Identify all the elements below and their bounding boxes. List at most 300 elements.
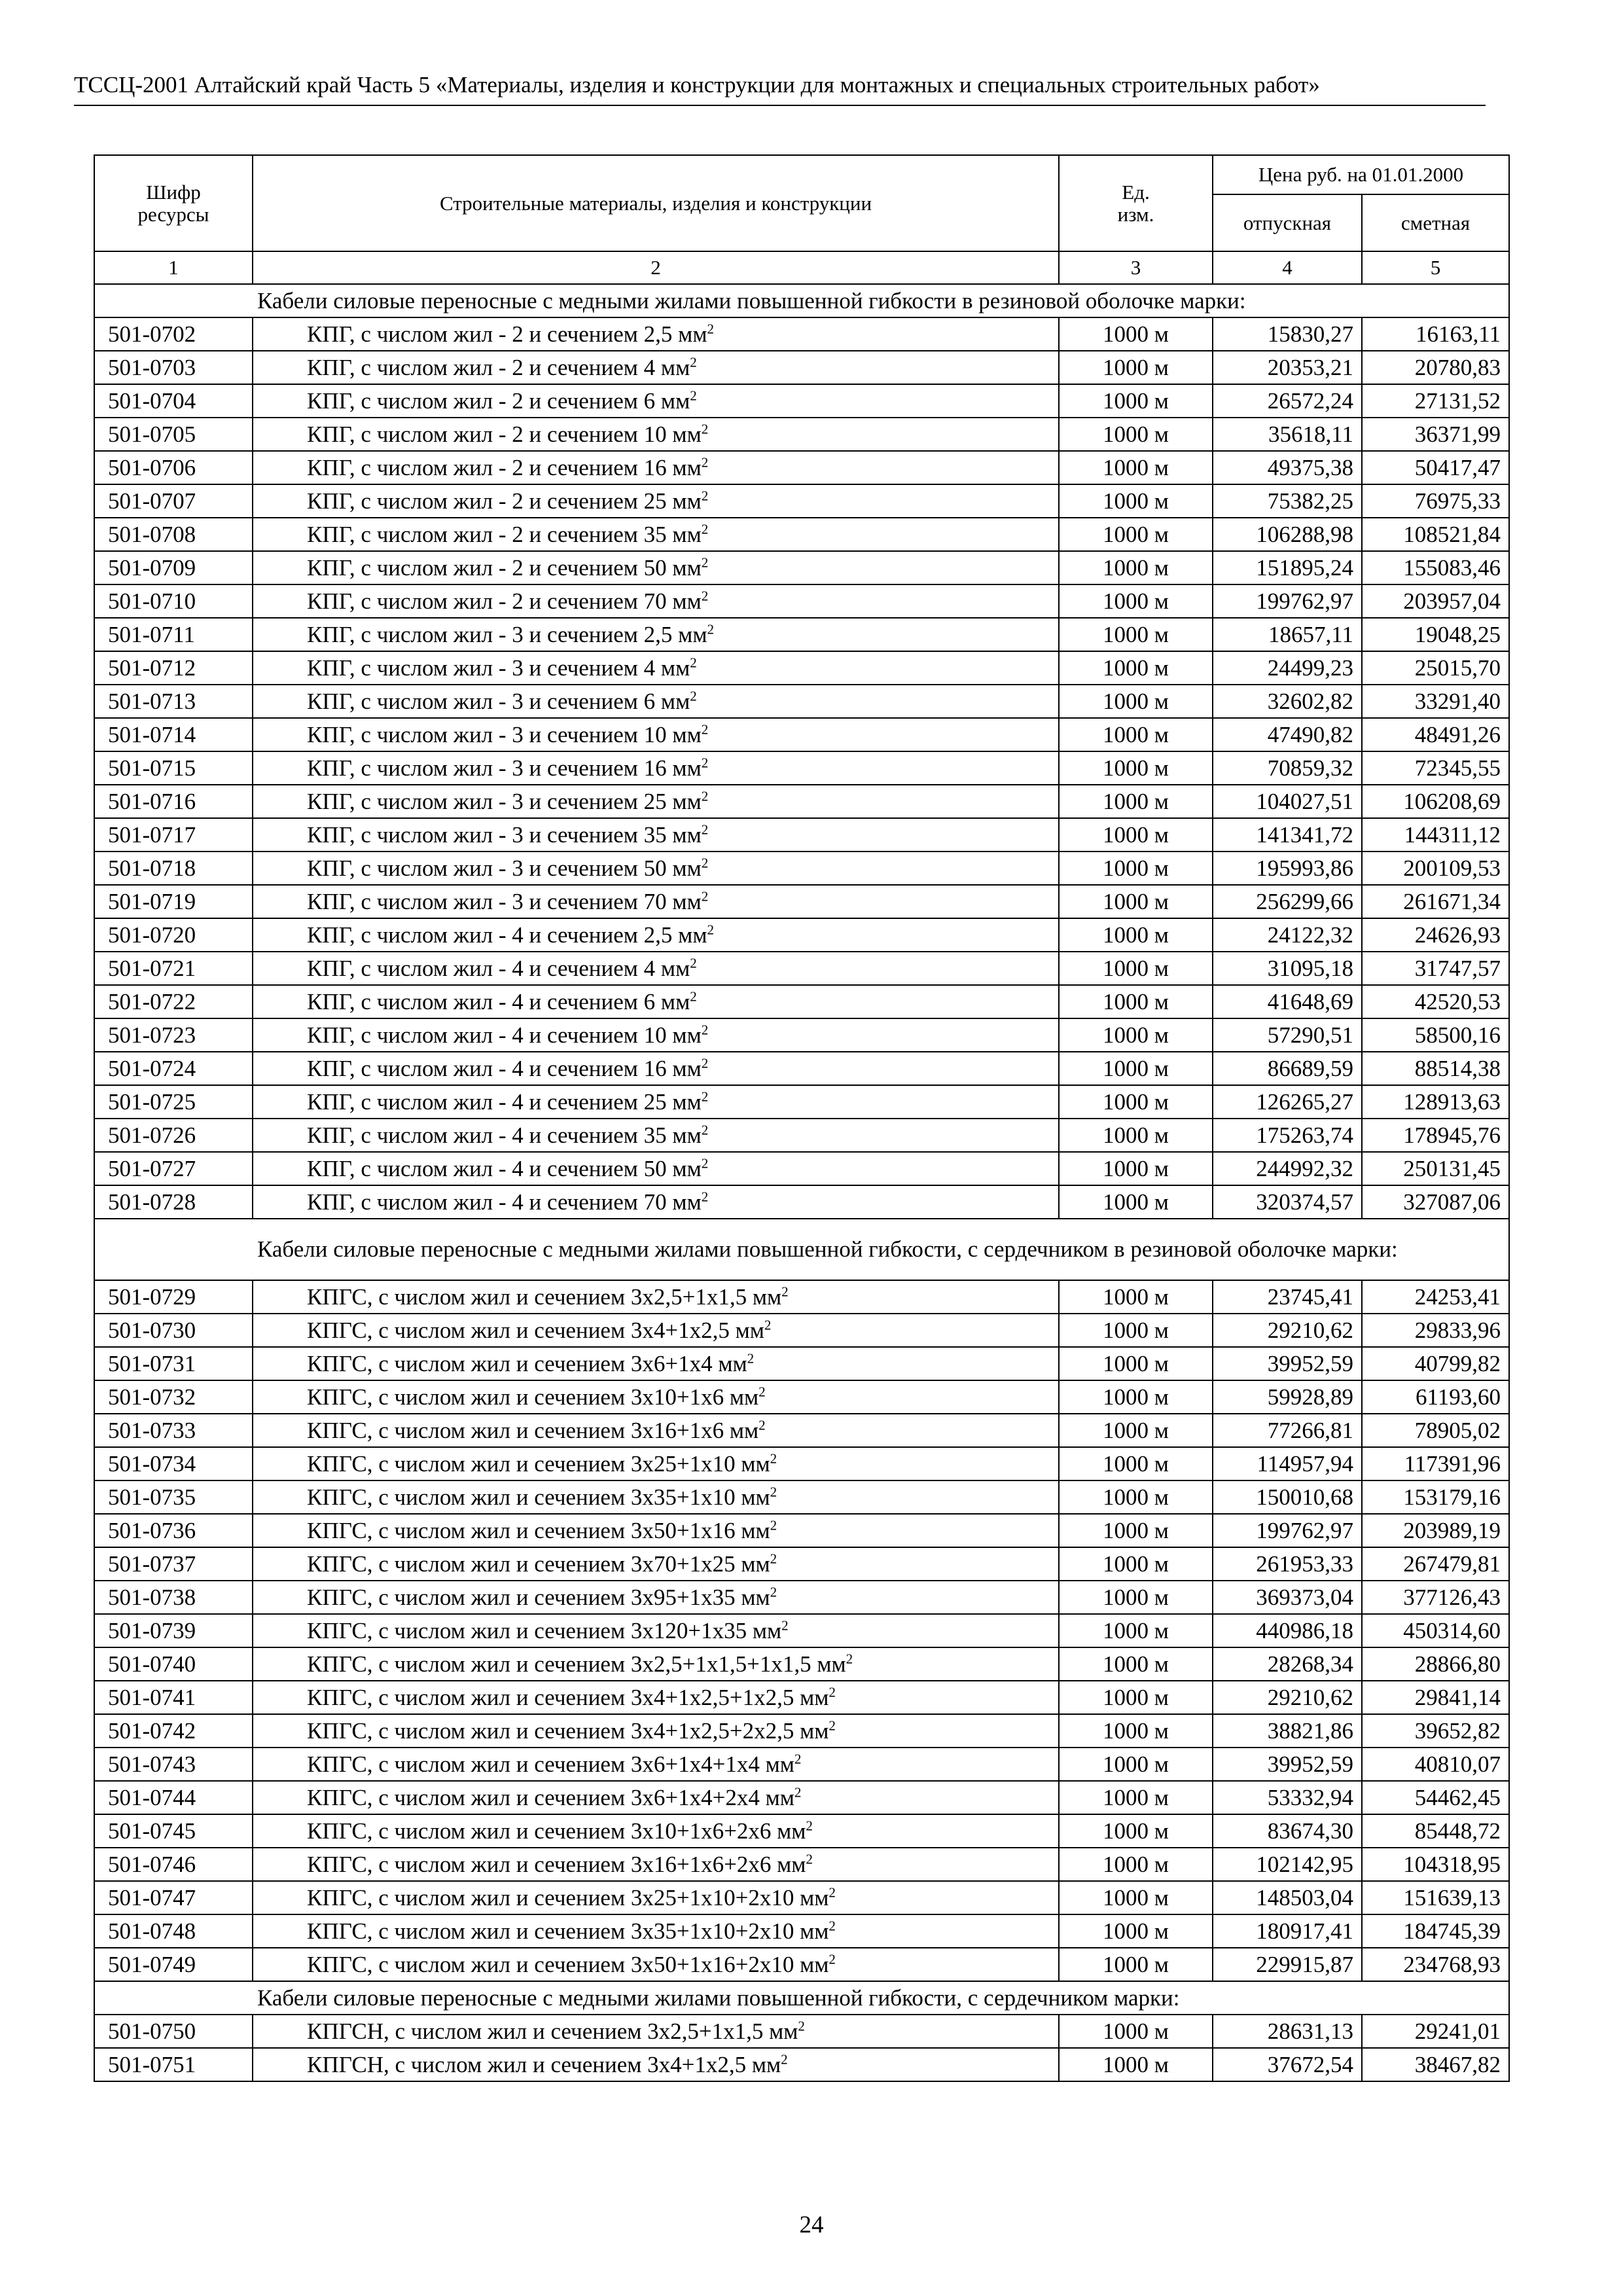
price-release: 195993,86 [1213, 852, 1362, 885]
material-name [253, 1119, 1059, 1152]
price-release: 150010,68 [1213, 1480, 1362, 1514]
price-release: 28268,34 [1213, 1647, 1362, 1681]
material-name [253, 1185, 1059, 1219]
header-unit-text: Ед. изм. [1117, 180, 1154, 226]
price-estimate: 54462,45 [1362, 1781, 1509, 1814]
material-name-text: КПГ, с числом жил - 4 и сечением 25 мм [307, 1088, 702, 1115]
unit-cell: 1000 м [1059, 518, 1213, 551]
unit-cell: 1000 м [1059, 1781, 1213, 1814]
unit-cell: 1000 м [1059, 351, 1213, 384]
resource-code: 501-0729 [94, 1280, 253, 1314]
price-estimate: 450314,60 [1362, 1614, 1509, 1647]
unit-cell: 1000 м [1059, 1914, 1213, 1948]
price-release: 39952,59 [1213, 1347, 1362, 1380]
resource-code: 501-0711 [94, 618, 253, 651]
material-name-text: КПГС, с числом жил и сечением 3х35+1х10+2х10 мм [307, 1918, 829, 1944]
material-name-text: КПГ, с числом жил - 3 и сечением 25 мм [307, 788, 702, 814]
material-name-text: КПГС, с числом жил и сечением 3х25+1х10+2х10 мм [307, 1884, 829, 1910]
table-row [94, 1185, 1509, 1219]
price-release: 18657,11 [1213, 618, 1362, 651]
price-estimate: 50417,47 [1362, 451, 1509, 484]
page-header: ТССЦ-2001 Алтайский край Часть 5 «Материалы, изделия и конструкции для монтажных и специальных строительных работ» [74, 72, 1320, 98]
price-release: 320374,57 [1213, 1185, 1362, 1219]
resource-code: 501-0738 [94, 1581, 253, 1614]
unit-superscript: 2 [707, 921, 714, 937]
unit-superscript: 2 [701, 1155, 709, 1171]
unit-superscript: 2 [707, 320, 714, 336]
material-name [253, 351, 1059, 384]
material-name [253, 1052, 1059, 1085]
price-release: 15830,27 [1213, 317, 1362, 351]
unit-cell: 1000 м [1059, 484, 1213, 518]
unit-superscript: 2 [781, 1283, 789, 1299]
resource-code: 501-0728 [94, 1185, 253, 1219]
price-release: 20353,21 [1213, 351, 1362, 384]
table-row [94, 551, 1509, 584]
table-row [94, 685, 1509, 718]
column-number: 4 [1213, 251, 1362, 284]
table-row [94, 1748, 1509, 1781]
unit-cell: 1000 м [1059, 1514, 1213, 1547]
price-estimate: 108521,84 [1362, 518, 1509, 551]
material-name [253, 818, 1059, 852]
section-row [94, 1981, 1509, 2015]
price-release: 31095,18 [1213, 952, 1362, 985]
material-name [253, 1414, 1059, 1447]
price-table-body [94, 284, 1509, 2081]
price-estimate: 104318,95 [1362, 1848, 1509, 1881]
price-estimate: 85448,72 [1362, 1814, 1509, 1848]
resource-code: 501-0705 [94, 418, 253, 451]
unit-superscript: 2 [770, 1516, 777, 1533]
price-estimate: 24253,41 [1362, 1280, 1509, 1314]
material-name-text: КПГС, с числом жил и сечением 3х4+1х2,5 мм [307, 1317, 764, 1343]
material-name [253, 918, 1059, 952]
material-name-text: КПГ, с числом жил - 2 и сечением 6 мм [307, 387, 690, 414]
unit-cell: 1000 м [1059, 1347, 1213, 1380]
material-name [253, 1581, 1059, 1614]
table-row [94, 384, 1509, 418]
unit-superscript: 2 [690, 687, 697, 704]
resource-code: 501-0714 [94, 718, 253, 751]
material-name-text: КПГ, с числом жил - 4 и сечением 10 мм [307, 1022, 702, 1048]
resource-code: 501-0716 [94, 785, 253, 818]
unit-superscript: 2 [758, 1416, 766, 1433]
table-row [94, 1614, 1509, 1647]
unit-cell: 1000 м [1059, 618, 1213, 651]
section-title: Кабели силовые переносные с медными жилами повышенной гибкости, с сердечником в резиновой оболочке марки: [94, 1219, 1509, 1280]
material-name-text: КПГС, с числом жил и сечением 3х4+1х2,5+1х2,5 мм [307, 1684, 829, 1710]
resource-code: 501-0702 [94, 317, 253, 351]
price-estimate: 61193,60 [1362, 1380, 1509, 1414]
unit-superscript: 2 [690, 988, 697, 1004]
table-row [94, 484, 1509, 518]
unit-cell: 1000 м [1059, 1414, 1213, 1447]
material-name [253, 1681, 1059, 1714]
price-release: 141341,72 [1213, 818, 1362, 852]
price-release: 70859,32 [1213, 751, 1362, 785]
material-name [253, 618, 1059, 651]
table-row [94, 1914, 1509, 1948]
price-release: 59928,89 [1213, 1380, 1362, 1414]
material-name [253, 1614, 1059, 1647]
price-estimate: 234768,93 [1362, 1948, 1509, 1981]
unit-superscript: 2 [829, 1683, 836, 1700]
resource-code: 501-0749 [94, 1948, 253, 1981]
material-name-text: КПГ, с числом жил - 2 и сечением 50 мм [307, 554, 702, 581]
material-name-text: КПГС, с числом жил и сечением 3х4+1х2,5+2х2,5 мм [307, 1717, 829, 1744]
price-estimate: 153179,16 [1362, 1480, 1509, 1514]
unit-superscript: 2 [701, 587, 709, 603]
table-row [94, 418, 1509, 451]
unit-cell: 1000 м [1059, 1647, 1213, 1681]
unit-cell: 1000 м [1059, 1681, 1213, 1714]
resource-code: 501-0706 [94, 451, 253, 484]
unit-cell: 1000 м [1059, 751, 1213, 785]
resource-code: 501-0722 [94, 985, 253, 1018]
unit-superscript: 2 [701, 1054, 709, 1071]
material-name [253, 1152, 1059, 1185]
resource-code: 501-0713 [94, 685, 253, 718]
unit-superscript: 2 [781, 1617, 789, 1633]
price-release: 53332,94 [1213, 1781, 1362, 1814]
price-estimate: 203957,04 [1362, 584, 1509, 618]
header-code-text: Шифр ресурсы [137, 180, 209, 226]
table-row [94, 1052, 1509, 1085]
resource-code: 501-0745 [94, 1814, 253, 1848]
price-estimate: 28866,80 [1362, 1647, 1509, 1681]
price-release: 24122,32 [1213, 918, 1362, 952]
section-row [94, 284, 1509, 317]
table-row [94, 1119, 1509, 1152]
resource-code: 501-0708 [94, 518, 253, 551]
unit-cell: 1000 м [1059, 1152, 1213, 1185]
unit-cell: 1000 м [1059, 1185, 1213, 1219]
header-materials: Строительные материалы, изделия и конструкции [253, 155, 1059, 251]
material-name-text: КПГСН, с числом жил и сечением 3х2,5+1х1,5 мм [307, 2018, 798, 2044]
material-name [253, 2015, 1059, 2048]
unit-superscript: 2 [701, 1088, 709, 1104]
table-row [94, 1380, 1509, 1414]
resource-code: 501-0730 [94, 1314, 253, 1347]
material-name [253, 384, 1059, 418]
material-name [253, 1380, 1059, 1414]
material-name [253, 1085, 1059, 1119]
price-estimate: 261671,34 [1362, 885, 1509, 918]
unit-superscript: 2 [794, 1784, 802, 1800]
material-name [253, 1547, 1059, 1581]
unit-superscript: 2 [701, 754, 709, 770]
material-name [253, 952, 1059, 985]
material-name-text: КПГ, с числом жил - 2 и сечением 25 мм [307, 488, 702, 514]
price-estimate: 78905,02 [1362, 1414, 1509, 1447]
price-estimate: 151639,13 [1362, 1881, 1509, 1914]
material-name-text: КПГС, с числом жил и сечением 3х6+1х4+1х4 мм [307, 1751, 794, 1777]
price-release: 24499,23 [1213, 651, 1362, 685]
resource-code: 501-0742 [94, 1714, 253, 1748]
price-estimate: 72345,55 [1362, 751, 1509, 785]
price-estimate: 267479,81 [1362, 1547, 1509, 1581]
price-release: 126265,27 [1213, 1085, 1362, 1119]
price-estimate: 36371,99 [1362, 418, 1509, 451]
material-name [253, 885, 1059, 918]
unit-cell: 1000 м [1059, 952, 1213, 985]
price-estimate: 200109,53 [1362, 852, 1509, 885]
resource-code: 501-0721 [94, 952, 253, 985]
material-name-text: КПГС, с числом жил и сечением 3х35+1х10 мм [307, 1484, 770, 1510]
price-estimate: 48491,26 [1362, 718, 1509, 751]
price-estimate: 106208,69 [1362, 785, 1509, 818]
resource-code: 501-0737 [94, 1547, 253, 1581]
material-name [253, 718, 1059, 751]
material-name [253, 1948, 1059, 1981]
price-release: 77266,81 [1213, 1414, 1362, 1447]
price-release: 244992,32 [1213, 1152, 1362, 1185]
resource-code: 501-0743 [94, 1748, 253, 1781]
price-release: 83674,30 [1213, 1814, 1362, 1848]
material-name [253, 1914, 1059, 1948]
table-row [94, 1714, 1509, 1748]
unit-cell: 1000 м [1059, 852, 1213, 885]
price-estimate: 39652,82 [1362, 1714, 1509, 1748]
price-estimate: 327087,06 [1362, 1185, 1509, 1219]
price-release: 23745,41 [1213, 1280, 1362, 1314]
header-price-group: Цена руб. на 01.01.2000 [1213, 155, 1509, 194]
price-estimate: 88514,38 [1362, 1052, 1509, 1085]
material-name-text: КПГ, с числом жил - 2 и сечением 2,5 мм [307, 321, 707, 347]
unit-superscript: 2 [770, 1583, 777, 1600]
unit-cell: 1000 м [1059, 1547, 1213, 1581]
price-release: 41648,69 [1213, 985, 1362, 1018]
unit-superscript: 2 [829, 1950, 836, 1967]
table-row [94, 885, 1509, 918]
material-name-text: КПГ, с числом жил - 3 и сечением 70 мм [307, 888, 702, 914]
table-row [94, 2048, 1509, 2081]
page-number: 24 [799, 2212, 824, 2238]
table-row [94, 618, 1509, 651]
table-row [94, 2015, 1509, 2048]
price-estimate: 42520,53 [1362, 985, 1509, 1018]
unit-cell: 1000 м [1059, 1085, 1213, 1119]
unit-cell: 1000 м [1059, 1314, 1213, 1347]
material-name-text: КПГ, с числом жил - 3 и сечением 4 мм [307, 655, 690, 681]
unit-cell: 1000 м [1059, 418, 1213, 451]
resource-code: 501-0744 [94, 1781, 253, 1814]
price-table [94, 154, 1510, 2082]
table-row [94, 351, 1509, 384]
material-name-text: КПГ, с числом жил - 4 и сечением 4 мм [307, 955, 690, 981]
material-name-text: КПГС, с числом жил и сечением 3х10+1х6 мм [307, 1384, 759, 1410]
unit-cell: 1000 м [1059, 1480, 1213, 1514]
price-estimate: 184745,39 [1362, 1914, 1509, 1948]
material-name-text: КПГ, с числом жил - 2 и сечением 10 мм [307, 421, 702, 447]
resource-code: 501-0750 [94, 2015, 253, 2048]
material-name [253, 1748, 1059, 1781]
material-name [253, 1018, 1059, 1052]
price-estimate: 250131,45 [1362, 1152, 1509, 1185]
unit-cell: 1000 м [1059, 1052, 1213, 1085]
price-estimate: 128913,63 [1362, 1085, 1509, 1119]
material-name [253, 484, 1059, 518]
resource-code: 501-0739 [94, 1614, 253, 1647]
resource-code: 501-0734 [94, 1447, 253, 1480]
unit-superscript: 2 [806, 1817, 813, 1833]
table-row [94, 1018, 1509, 1052]
header-price-release: отпускная [1213, 194, 1362, 251]
unit-cell: 1000 м [1059, 2015, 1213, 2048]
table-row [94, 1881, 1509, 1914]
material-name-text: КПГ, с числом жил - 4 и сечением 70 мм [307, 1189, 702, 1215]
material-name [253, 1447, 1059, 1480]
price-release: 440986,18 [1213, 1614, 1362, 1647]
resource-code: 501-0720 [94, 918, 253, 952]
price-estimate: 19048,25 [1362, 618, 1509, 651]
table-row [94, 1681, 1509, 1714]
column-number: 1 [94, 251, 253, 284]
unit-superscript: 2 [690, 353, 697, 370]
resource-code: 501-0725 [94, 1085, 253, 1119]
material-name [253, 1781, 1059, 1814]
price-estimate: 58500,16 [1362, 1018, 1509, 1052]
material-name [253, 2048, 1059, 2081]
price-estimate: 27131,52 [1362, 384, 1509, 418]
unit-cell: 1000 м [1059, 2048, 1213, 2081]
material-name-text: КПГС, с числом жил и сечением 3х25+1х10 мм [307, 1450, 770, 1477]
table-row [94, 1347, 1509, 1380]
material-name-text: КПГ, с числом жил - 4 и сечением 16 мм [307, 1055, 702, 1081]
unit-superscript: 2 [690, 387, 697, 403]
unit-cell: 1000 м [1059, 1280, 1213, 1314]
resource-code: 501-0746 [94, 1848, 253, 1881]
material-name-text: КПГСН, с числом жил и сечением 3х4+1х2,5 мм [307, 2051, 781, 2077]
material-name [253, 852, 1059, 885]
resource-code: 501-0715 [94, 751, 253, 785]
price-release: 37672,54 [1213, 2048, 1362, 2081]
price-release: 102142,95 [1213, 1848, 1362, 1881]
unit-cell: 1000 м [1059, 1581, 1213, 1614]
material-name-text: КПГС, с числом жил и сечением 3х120+1х35 мм [307, 1617, 782, 1643]
price-release: 369373,04 [1213, 1581, 1362, 1614]
table-row [94, 918, 1509, 952]
table-row [94, 1948, 1509, 1981]
resource-code: 501-0727 [94, 1152, 253, 1185]
unit-superscript: 2 [701, 420, 709, 437]
price-release: 75382,25 [1213, 484, 1362, 518]
price-release: 38821,86 [1213, 1714, 1362, 1748]
unit-superscript: 2 [846, 1650, 853, 1666]
material-name-text: КПГ, с числом жил - 2 и сечением 70 мм [307, 588, 702, 614]
resource-code: 501-0748 [94, 1914, 253, 1948]
unit-superscript: 2 [829, 1717, 836, 1733]
price-estimate: 178945,76 [1362, 1119, 1509, 1152]
unit-superscript: 2 [701, 1188, 709, 1204]
resource-code: 501-0741 [94, 1681, 253, 1714]
price-release: 26572,24 [1213, 384, 1362, 418]
material-name [253, 518, 1059, 551]
section-row [94, 1219, 1509, 1280]
price-estimate: 40810,07 [1362, 1748, 1509, 1781]
price-estimate: 33291,40 [1362, 685, 1509, 718]
column-number: 5 [1362, 251, 1509, 284]
unit-cell: 1000 м [1059, 718, 1213, 751]
price-estimate: 40799,82 [1362, 1347, 1509, 1380]
resource-code: 501-0726 [94, 1119, 253, 1152]
price-release: 175263,74 [1213, 1119, 1362, 1152]
unit-superscript: 2 [701, 520, 709, 537]
material-name-text: КПГС, с числом жил и сечением 3х10+1х6+2х6 мм [307, 1818, 806, 1844]
resource-code: 501-0717 [94, 818, 253, 852]
unit-cell: 1000 м [1059, 1714, 1213, 1748]
table-row [94, 952, 1509, 985]
unit-superscript: 2 [707, 620, 714, 637]
table-row [94, 1152, 1509, 1185]
material-name-text: КПГС, с числом жил и сечением 3х95+1х35 мм [307, 1584, 770, 1610]
price-estimate: 20780,83 [1362, 351, 1509, 384]
price-release: 106288,98 [1213, 518, 1362, 551]
table-row [94, 1280, 1509, 1314]
unit-superscript: 2 [701, 554, 709, 570]
table-row [94, 818, 1509, 852]
material-name-text: КПГС, с числом жил и сечением 3х70+1х25 мм [307, 1551, 770, 1577]
material-name [253, 317, 1059, 351]
unit-superscript: 2 [701, 821, 709, 837]
header-rule [74, 105, 1486, 106]
resource-code: 501-0704 [94, 384, 253, 418]
column-number: 3 [1059, 251, 1213, 284]
resource-code: 501-0740 [94, 1647, 253, 1681]
unit-cell: 1000 м [1059, 317, 1213, 351]
price-estimate: 29841,14 [1362, 1681, 1509, 1714]
material-name [253, 418, 1059, 451]
unit-superscript: 2 [829, 1917, 836, 1933]
table-row [94, 718, 1509, 751]
resource-code: 501-0747 [94, 1881, 253, 1914]
material-name-text: КПГС, с числом жил и сечением 3х6+1х4+2х4 мм [307, 1784, 794, 1810]
material-name-text: КПГ, с числом жил - 3 и сечением 10 мм [307, 721, 702, 747]
material-name [253, 985, 1059, 1018]
table-row [94, 1514, 1509, 1547]
table-row [94, 1085, 1509, 1119]
resource-code: 501-0735 [94, 1480, 253, 1514]
table-row [94, 785, 1509, 818]
resource-code: 501-0751 [94, 2048, 253, 2081]
price-estimate: 16163,11 [1362, 317, 1509, 351]
table-row [94, 751, 1509, 785]
price-estimate: 203989,19 [1362, 1514, 1509, 1547]
unit-cell: 1000 м [1059, 1380, 1213, 1414]
unit-superscript: 2 [701, 854, 709, 870]
price-estimate: 29833,96 [1362, 1314, 1509, 1347]
material-name-text: КПГ, с числом жил - 4 и сечением 50 мм [307, 1155, 702, 1181]
price-estimate: 377126,43 [1362, 1581, 1509, 1614]
material-name-text: КПГС, с числом жил и сечением 3х2,5+1х1,5+1х1,5 мм [307, 1651, 846, 1677]
price-estimate: 155083,46 [1362, 551, 1509, 584]
material-name [253, 1314, 1059, 1347]
unit-cell: 1000 м [1059, 1881, 1213, 1914]
price-release: 86689,59 [1213, 1052, 1362, 1085]
price-estimate: 117391,96 [1362, 1447, 1509, 1480]
resource-code: 501-0709 [94, 551, 253, 584]
material-name [253, 685, 1059, 718]
material-name [253, 1514, 1059, 1547]
unit-cell: 1000 м [1059, 1814, 1213, 1848]
material-name-text: КПГС, с числом жил и сечением 3х16+1х6+2х6 мм [307, 1851, 806, 1877]
material-name-text: КПГ, с числом жил - 4 и сечением 35 мм [307, 1122, 702, 1148]
unit-cell: 1000 м [1059, 818, 1213, 852]
material-name-text: КПГ, с числом жил - 2 и сечением 4 мм [307, 354, 690, 380]
price-release: 114957,94 [1213, 1447, 1362, 1480]
price-release: 180917,41 [1213, 1914, 1362, 1948]
